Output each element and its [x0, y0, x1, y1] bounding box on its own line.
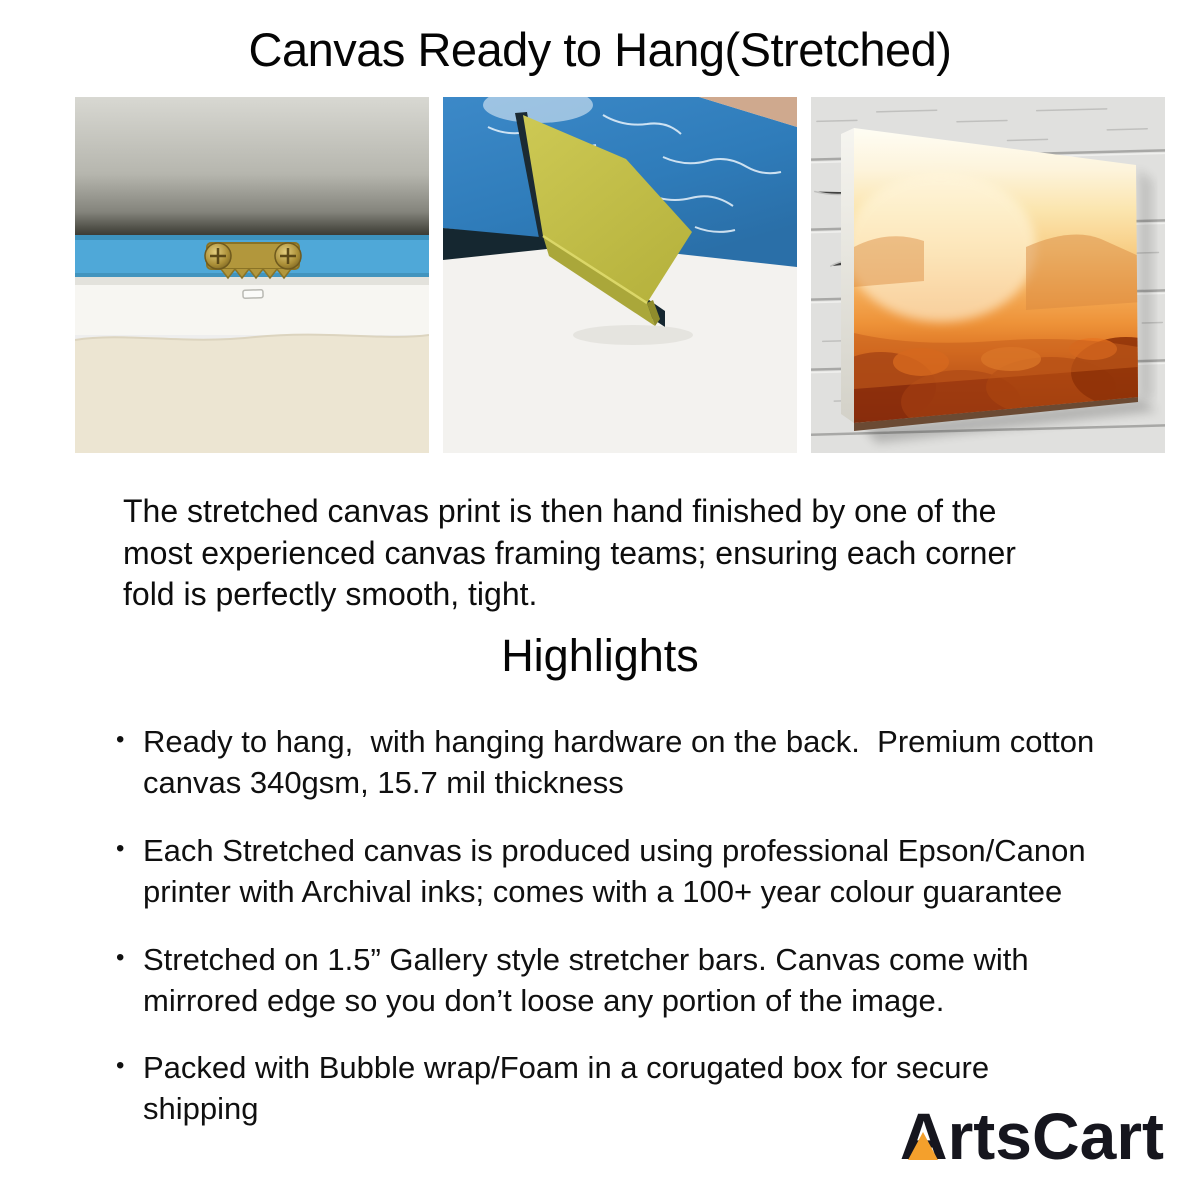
highlights-heading: Highlights [501, 630, 699, 681]
photo-canvas-back-hardware [75, 97, 429, 453]
highlight-item-stretcher-bars: • Stretched on 1.5” Gallery style stretcher bars. Canvas come with mirrored edge so you don’t loose any portion of the image. [113, 940, 1088, 1022]
photo-strip [75, 97, 1165, 453]
description-paragraph: The stretched canvas print is then hand finished by one of the most experienced canvas framing teams; ensuring each corner fold is perfectly smooth, tight. [123, 493, 1016, 613]
canvas-back-illustration [75, 97, 429, 453]
logo-triangle-icon [908, 1132, 938, 1160]
canvas-on-wall-illustration [811, 97, 1165, 453]
photo-canvas-on-wall [811, 97, 1165, 453]
artscart-logo [900, 1098, 1164, 1174]
highlights-list [113, 722, 1133, 1157]
highlight-item-printer-inks: • Each Stretched canvas is produced using professional Epson/Canon printer with Archival inks; comes with a 100+ year colour guarantee [113, 831, 1121, 913]
artscart-logo-rest: rtsCart [947, 1099, 1164, 1173]
highlight-item-packing: • Packed with Bubble wrap/Foam in a corugated box for secure shipping [113, 1048, 1023, 1130]
page-title: Canvas Ready to Hang(Stretched) [248, 23, 952, 76]
artscart-logo-letter-a: A [899, 1099, 948, 1173]
photo-canvas-corner-fold [443, 97, 797, 453]
corner-fold-illustration [443, 97, 797, 453]
highlight-item-ready-to-hang: • Ready to hang, with hanging hardware on the back. Premium cotton canvas 340gsm, 15.7 mil thickness [113, 722, 1118, 804]
